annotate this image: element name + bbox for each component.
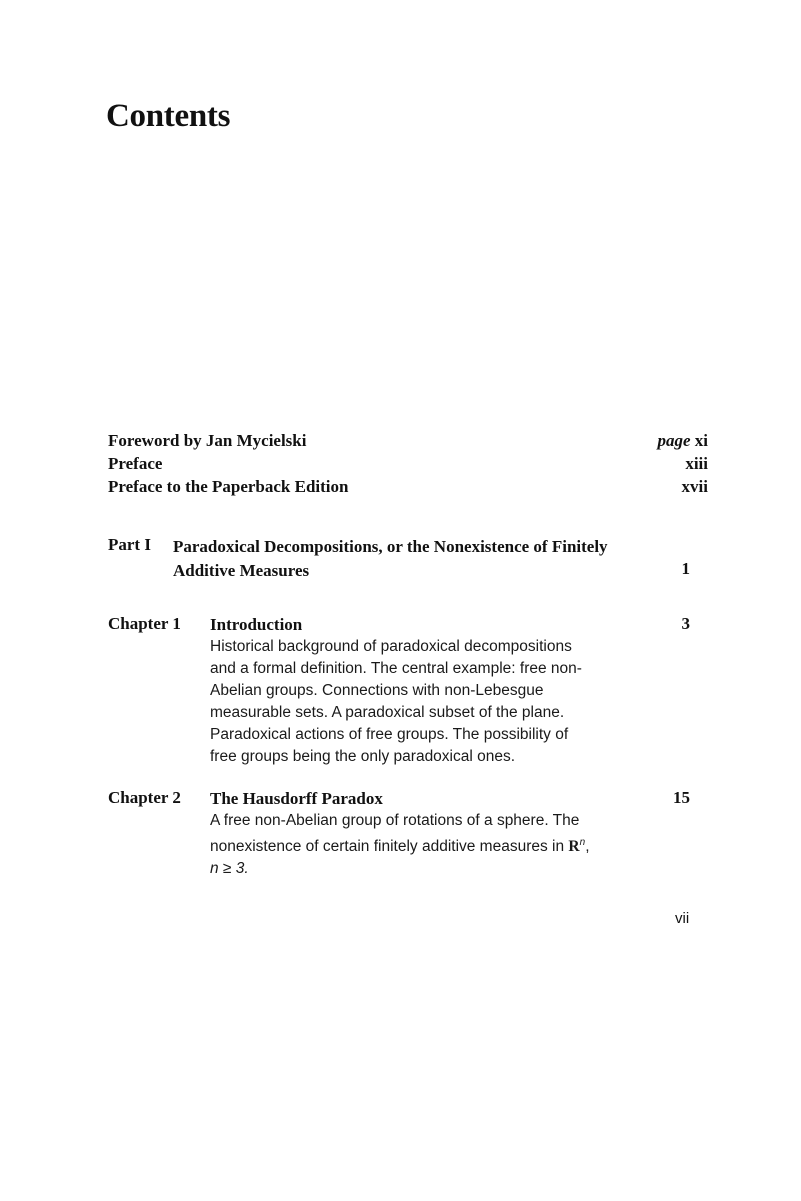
math-symbol: R — [568, 838, 580, 856]
toc-entry-preface-paperback[interactable] — [108, 477, 708, 499]
toc-entry-page: xiii — [685, 454, 708, 473]
toc-entry-preface[interactable] — [108, 454, 708, 476]
chapter-page: 3 — [681, 614, 690, 633]
description-line: Historical background of paradoxical decompositions — [210, 638, 572, 655]
part-title-line: Paradoxical Decompositions, or the Nonexistence of Finitely — [173, 537, 608, 556]
toc-entry-label: Foreword by Jan Mycielski — [108, 431, 307, 450]
chapter-title: Introduction — [210, 615, 303, 634]
chapter-title: The Hausdorff Paradox — [210, 789, 383, 808]
toc-entry-label: Preface — [108, 454, 163, 473]
math-superscript: n — [579, 837, 586, 848]
description-line: measurable sets. A paradoxical subset of the plane. — [210, 704, 565, 721]
chapter-label: Chapter 2 — [108, 788, 181, 807]
description-line: A free non-Abelian group of rotations of a sphere. The — [210, 812, 580, 829]
toc-entry-page: xvii — [681, 477, 708, 496]
part-title — [173, 535, 663, 583]
toc-entry-foreword[interactable] — [108, 431, 708, 453]
part-title-line: Additive Measures — [173, 561, 310, 580]
description-line: free groups being the only paradoxical ones. — [210, 748, 516, 765]
description-line: and a formal definition. The central example: free non- — [210, 660, 582, 677]
description-line: Abelian groups. Connections with non-Lebesgue — [210, 682, 544, 699]
chapter-body — [210, 614, 650, 768]
chapter-description — [210, 810, 650, 880]
chapter-description — [210, 636, 650, 768]
toc-entry-page — [657, 431, 708, 451]
page-number: xi — [694, 431, 708, 450]
description-line: Paradoxical actions of free groups. The possibility of — [210, 726, 569, 743]
part-page: 1 — [681, 559, 690, 578]
description-line: nonexistence of certain finitely additive measures in $R^n$, — [210, 837, 590, 856]
page-folio: vii — [675, 910, 690, 927]
chapter-body — [210, 788, 650, 880]
description-line: n ≥ 3. — [210, 860, 249, 878]
chapter-page: 15 — [673, 788, 690, 807]
chapter-label: Chapter 1 — [108, 614, 181, 633]
part-label: Part I — [108, 535, 151, 554]
page-title: Contents — [106, 98, 231, 134]
page-prefix: page — [657, 431, 691, 450]
toc-entry-label: Preface to the Paperback Edition — [108, 477, 349, 496]
description-text: nonexistence of certain finitely additive measures in — [210, 838, 569, 856]
